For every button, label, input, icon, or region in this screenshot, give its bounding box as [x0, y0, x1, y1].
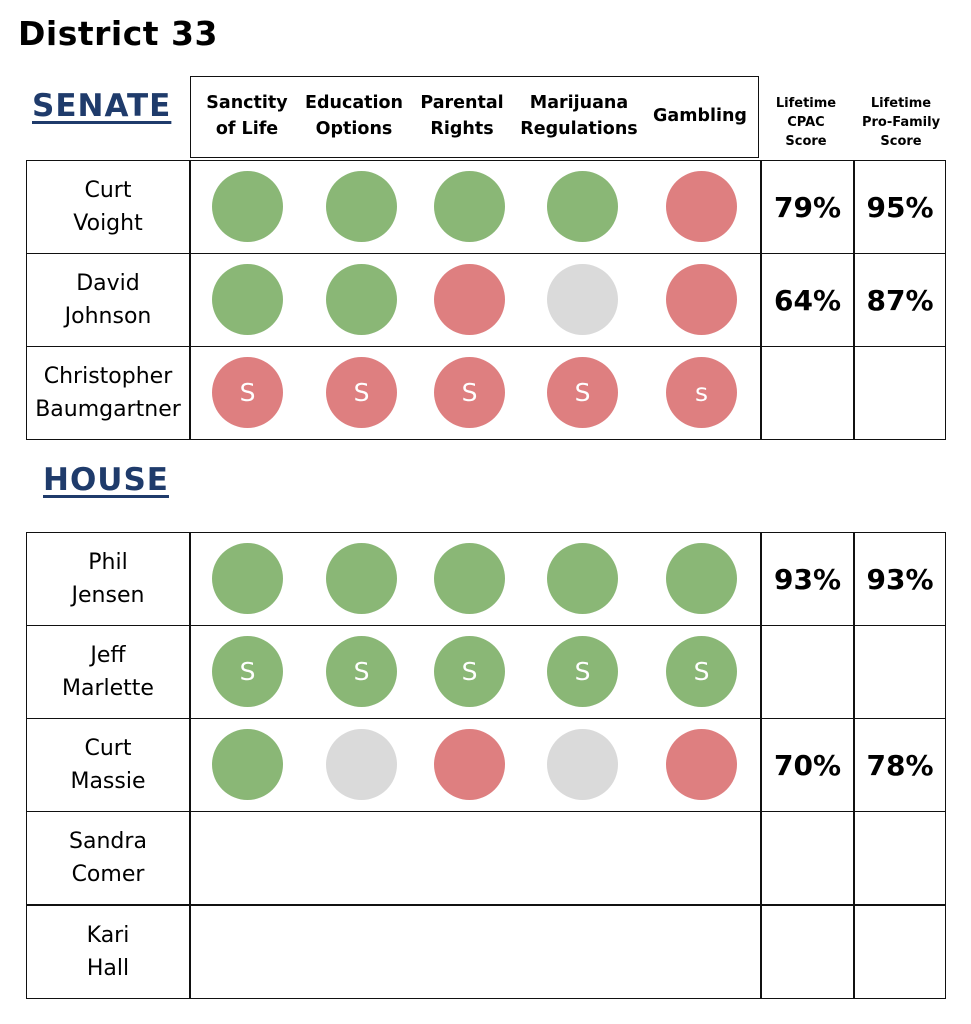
issue-column-header-line: Parental — [420, 93, 504, 113]
page-title: District 33 — [18, 14, 218, 53]
house-heading: HOUSE — [43, 462, 169, 498]
candidate-name-line: Curt — [84, 178, 132, 203]
cpac-header-line: CPAC — [787, 115, 825, 130]
issue-column-header-line: Education — [305, 93, 403, 113]
issue-column-header — [640, 103, 760, 129]
pro-family-score: 78% — [854, 718, 946, 812]
rating-dot-support — [547, 543, 618, 614]
rating-dot-support: S — [212, 636, 283, 707]
candidate-name-line: David — [76, 271, 140, 296]
issue-column-header-line: Regulations — [520, 119, 638, 139]
rating-dot-support — [212, 171, 283, 242]
issue-column-header — [294, 90, 414, 142]
rating-dot-oppose — [666, 729, 737, 800]
cpac-score: 79% — [761, 160, 854, 254]
cpac-score — [761, 625, 854, 719]
rating-dot-oppose: s — [666, 357, 737, 428]
rating-dot-support — [434, 543, 505, 614]
candidate-name-line: Phil — [88, 550, 128, 575]
rating-dot-oppose: S — [434, 357, 505, 428]
family-header-line: Lifetime — [870, 96, 932, 111]
pro-family-score: 87% — [854, 253, 946, 347]
candidate-name-line: Jensen — [71, 583, 145, 608]
rating-dot-support — [326, 543, 397, 614]
issue-column-header — [402, 90, 522, 142]
cpac-score: 93% — [761, 532, 854, 626]
candidate-row — [26, 811, 946, 905]
issue-column-header-line: Rights — [430, 119, 494, 139]
candidate-row — [26, 625, 946, 719]
candidate-name — [26, 811, 190, 905]
candidate-row — [26, 346, 946, 440]
candidate-row — [26, 905, 946, 999]
issue-column-header-line: Options — [315, 119, 393, 139]
pro-family-score — [854, 625, 946, 719]
rating-dot-support — [212, 264, 283, 335]
rating-dot-support — [434, 171, 505, 242]
rating-dot-support — [666, 543, 737, 614]
candidate-row — [26, 253, 946, 347]
pro-family-score — [854, 905, 946, 999]
candidate-name-line: Marlette — [62, 676, 154, 701]
rating-dot-oppose — [434, 729, 505, 800]
candidate-name — [26, 253, 190, 347]
candidate-name-line: Hall — [86, 956, 130, 981]
candidate-name — [26, 718, 190, 812]
candidate-row — [26, 718, 946, 812]
candidate-name-line: Sandra — [69, 829, 147, 854]
issue-column-header — [519, 90, 639, 142]
candidate-name — [26, 346, 190, 440]
pro-family-score: 95% — [854, 160, 946, 254]
cpac-header-line: Lifetime — [775, 96, 837, 111]
candidate-name-line: Johnson — [64, 304, 152, 329]
rating-dot-oppose: S — [547, 357, 618, 428]
pro-family-score — [854, 346, 946, 440]
rating-dot-oppose — [666, 264, 737, 335]
issue-column-header-line: of Life — [215, 119, 279, 139]
cpac-score: 70% — [761, 718, 854, 812]
candidate-name-line: Kari — [86, 923, 130, 948]
family-header-line: Score — [880, 134, 922, 149]
candidate-name — [26, 532, 190, 626]
rating-dot-neutral — [547, 264, 618, 335]
rating-dot-support — [212, 729, 283, 800]
rating-dot-neutral — [326, 729, 397, 800]
candidate-name — [26, 905, 190, 999]
cpac-score: 64% — [761, 253, 854, 347]
pro-family-score — [854, 811, 946, 905]
senate-heading: SENATE — [32, 88, 172, 124]
family-score-header — [855, 94, 947, 151]
cpac-score-header — [760, 94, 852, 151]
issue-column-header-line: Marijuana — [529, 93, 629, 113]
issue-column-header-line: Sanctity — [206, 93, 288, 113]
rating-dot-support — [326, 264, 397, 335]
rating-dot-oppose — [666, 171, 737, 242]
candidate-name-line: Massie — [70, 769, 146, 794]
rating-dot-oppose: S — [326, 357, 397, 428]
rating-dot-oppose: S — [212, 357, 283, 428]
candidate-name — [26, 160, 190, 254]
rating-dot-oppose — [434, 264, 505, 335]
rating-dot-support: S — [434, 636, 505, 707]
candidate-name — [26, 625, 190, 719]
candidate-name-line: Comer — [71, 862, 145, 887]
rating-dot-support: S — [326, 636, 397, 707]
cpac-score — [761, 905, 854, 999]
candidate-row — [26, 532, 946, 626]
candidate-name-line: Curt — [84, 736, 132, 761]
rating-dot-support — [326, 171, 397, 242]
family-header-line: Pro-Family — [861, 115, 941, 130]
cpac-header-line: Score — [785, 134, 827, 149]
candidate-name-line: Christopher — [43, 364, 173, 389]
rating-dot-neutral — [547, 729, 618, 800]
rating-dot-support — [212, 543, 283, 614]
rating-dot-support: S — [666, 636, 737, 707]
rating-dot-support — [547, 171, 618, 242]
candidate-row — [26, 160, 946, 254]
pro-family-score: 93% — [854, 532, 946, 626]
cpac-score — [761, 346, 854, 440]
cpac-score — [761, 811, 854, 905]
issue-column-header — [187, 90, 307, 142]
candidate-name-line: Jeff — [90, 643, 126, 668]
issue-ratings — [190, 811, 761, 905]
issue-column-header-line: Gambling — [653, 106, 747, 126]
rating-dot-support: S — [547, 636, 618, 707]
candidate-name-line: Voight — [73, 211, 143, 236]
issue-ratings — [190, 905, 761, 999]
candidate-name-line: Baumgartner — [35, 397, 181, 422]
